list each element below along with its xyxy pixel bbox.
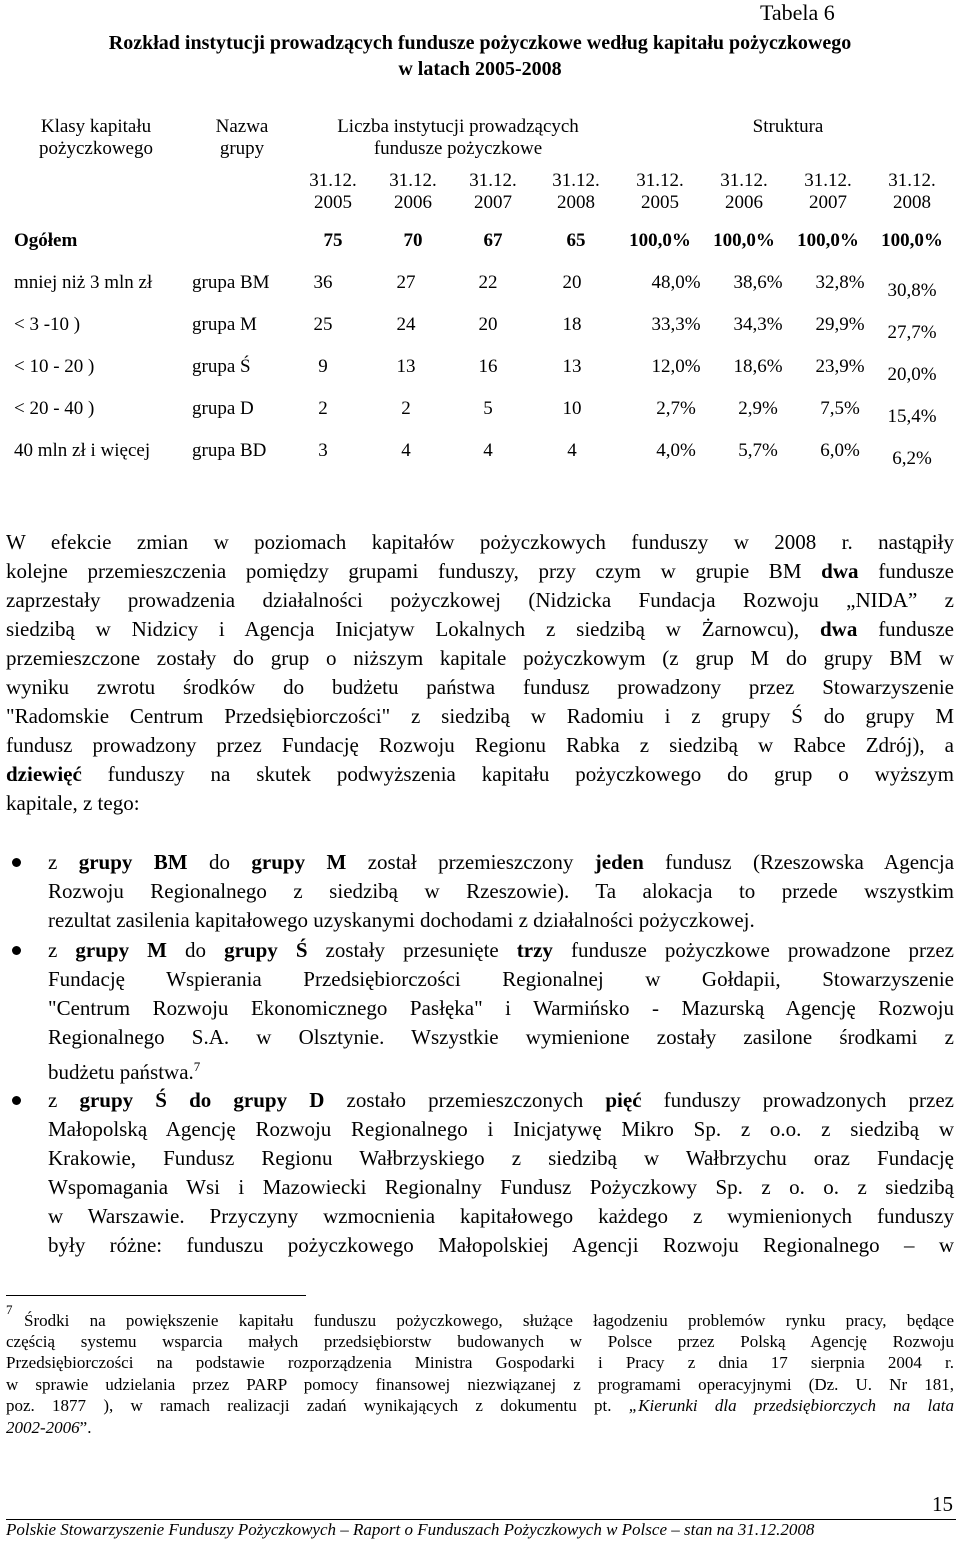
table-cell: 25 [313,314,333,335]
table-cell: 32,8% [815,272,865,293]
table-cell: 3 [318,440,328,461]
total-cell: 100,0% [881,230,943,251]
paragraph-line: "Radomskie Centrum Przedsiębiorczości" z siedzibą w Radomiu i z grupy Ś do grupy M [6,704,954,728]
list-item-line: z grupy M do grupy Ś zostały przesunięte trzy fundusze pożyczkowe prowadzone przez [48,938,954,962]
list-item-line: w Warszawie. Przyczyny wzmocnienia kapitałowego każdego z wymienionych funduszy [48,1204,954,1228]
list-item-line: Regionalnego S.A. w Olsztynie. Wszystkie wymienione zostały zasilone środkami z [48,1025,954,1049]
table-cell: 20 [562,272,582,293]
table-cell: 15,4% [887,406,937,427]
total-cell: 100,0% [713,230,775,251]
total-label: Ogółem [14,230,78,251]
header-year-2007-count [453,170,533,214]
footnote-line: Przedsiębiorczości na podstawie rozporządzenia Ministra Gospodarki i Pracy z dnia 17 sierpnia 2004 r. [6,1353,954,1372]
list-item-line: Fundację Wspierania Przedsiębiorczości Regionalnej w Gołdapii, Stowarzyszenie [48,967,954,991]
paragraph-line: dziewięć funduszy na skutek podwyższenia kapitału pożyczkowego do grup o wyższym [6,762,954,786]
header-year-2005-structure [620,170,700,214]
table-cell: 10 [562,398,582,419]
year: 2006 [725,192,763,213]
table-cell: 20,0% [887,364,937,385]
date-prefix: 31.12. [720,170,768,191]
table-cell: 2 [401,398,411,419]
header-group-line1: Nazwa [215,116,269,137]
date-prefix: 31.12. [804,170,852,191]
table-cell: 2,7% [656,398,696,419]
table-cell: 12,0% [651,356,701,377]
table-cell: 9 [318,356,328,377]
table-cell: 22 [478,272,498,293]
year: 2008 [893,192,931,213]
paragraph-line: fundusz prowadzony przez Fundację Rozwoju Regionu Rabka z siedzibą w Rabce Zdrój), a [6,733,954,757]
table-cell: 18,6% [733,356,783,377]
table-cell: 20 [478,314,498,335]
table-cell: 33,3% [651,314,701,335]
total-cell: 75 [323,230,343,251]
footnote-line: częścią systemu wsparcia małych przedsiębiorstw budowanych w Polsce przez Polską Agencję Rozwoju [6,1332,954,1351]
footnote-line: Środki na powiększenie kapitału funduszu pożyczkowego, służące łagodzeniu problemów rynku pracy, będące [24,1311,954,1330]
header-year-2007-structure [788,170,868,214]
date-prefix: 31.12. [309,170,357,191]
table-cell: 29,9% [815,314,865,335]
list-item-line: były różne: funduszu pożyczkowego Małopolskiej Agencji Rozwoju Regionalnego – w [48,1233,954,1257]
table-cell: 5 [483,398,493,419]
group-label: grupa BD [192,440,267,461]
total-cell: 100,0% [797,230,859,251]
table-cell: 36 [313,272,333,293]
table-cell: 2 [318,398,328,419]
table-cell: 6,2% [892,448,932,469]
table-cell: 13 [396,356,416,377]
table-cell: 2,9% [738,398,778,419]
header-year-2006-structure [704,170,784,214]
list-item-line: Małopolską Agencję Rozwoju Regionalnego i Inicjatywę Mikro Sp. z o.o. z siedzibą w [48,1117,954,1141]
bullet-icon [12,858,21,867]
year: 2007 [474,192,512,213]
list-item-line: "Centrum Rozwoju Ekonomicznego Pasłęka" i Warmińsko - Mazurską Agencję Rozwoju [48,996,954,1020]
total-cell: 65 [566,230,586,251]
table-cell: 7,5% [820,398,860,419]
paragraph-line: zaprzestały prowadzenia działalności pożyczkowej (Nidzicka Fundacja Rozwoju „NIDA” z [6,588,954,612]
table-cell: 48,0% [651,272,701,293]
table-cell: 27,7% [887,322,937,343]
list-item-line: Rozwoju Regionalnego z siedzibą w Rzeszowie). Ta alokacja to przede wszystkim [48,879,954,903]
list-item-line: z grupy Ś do grupy D zostało przemieszczonych pięć funduszy prowadzonych przez [48,1088,954,1112]
table-cell: 4 [567,440,577,461]
header-class-line1: Klasy kapitału [40,116,152,137]
header-count-line1: Liczba instytucji prowadzących [337,116,579,137]
page-number: 15 [932,1492,953,1516]
table-title-line2: w latach 2005-2008 [398,58,562,80]
date-prefix: 31.12. [469,170,517,191]
paragraph-line: siedzibą w Nidzicy i Agencja Inicjatyw Lokalnych z siedzibą w Żarnowcu), dwa fundusze [6,617,954,641]
table-cell: 16 [478,356,498,377]
total-cell: 67 [483,230,503,251]
year: 2007 [809,192,847,213]
list-item-line: z grupy BM do grupy M został przemieszczony jeden fundusz (Rzeszowska Agencja [48,850,955,874]
class-label: 40 mln zł i więcej [14,440,151,461]
bullet-icon [12,1096,21,1105]
date-prefix: 31.12. [389,170,437,191]
group-label: grupa D [192,398,254,419]
header-year-2008-count [536,170,616,214]
table-cell: 27 [396,272,416,293]
class-label: < 20 - 40 ) [14,398,95,419]
page-footer: Polskie Stowarzyszenie Funduszy Pożyczkowych – Raport o Funduszach Pożyczkowych w Polsce – stan na 31.12.2008 [6,1520,815,1539]
table-cell: 6,0% [820,440,860,461]
table-cell: 24 [396,314,416,335]
total-cell: 70 [403,230,423,251]
total-cell: 100,0% [629,230,691,251]
table-cell: 38,6% [733,272,783,293]
table-label: Tabela 6 [760,0,835,25]
paragraph-line: kolejne przemieszczenia pomiędzy grupami funduszy, przy czym w grupie BM dwa fundusze [6,559,955,583]
table-cell: 4 [483,440,493,461]
date-prefix: 31.12. [888,170,936,191]
header-group-line2: grupy [219,138,265,159]
table-cell: 4 [401,440,411,461]
year: 2005 [641,192,679,213]
header-count-line2: fundusze pożyczkowe [373,138,543,159]
footnote-line: w sprawie udzielania przez PARP pomocy finansowej niezwiązanej z programami operacyjnymi (Dz. U. Nr 181, [6,1375,954,1394]
header-year-2006-count [373,170,453,214]
footnote-line: 2002-2006”. [6,1418,92,1437]
paragraph-line: przemieszczone zostały do grup o niższym kapitale pożyczkowym (z grup M do grupy BM w [6,646,954,670]
table-cell: 4,0% [656,440,696,461]
paragraph-line: W efekcie zmian w poziomach kapitałów pożyczkowych funduszy w 2008 r. nastąpiły [6,530,954,554]
table-cell: 34,3% [733,314,783,335]
footnote-ref: 7 [193,1059,201,1074]
header-year-2008-structure [872,170,952,214]
header-structure: Struktura [752,116,824,137]
paragraph-line: wyniku zwrotu środków do budżetu państwa fundusz prowadzony przez Stowarzyszenie [6,675,954,699]
year: 2005 [314,192,352,213]
class-label: < 3 -10 ) [14,314,81,335]
table-cell: 13 [562,356,582,377]
class-label: mniej niż 3 mln zł [14,272,153,293]
year: 2006 [394,192,432,213]
table-cell: 5,7% [738,440,778,461]
group-label: grupa BM [192,272,270,293]
header-year-2005-count [293,170,373,214]
list-item-line: Wspomagania Wsi i Mazowiecki Regionalny Fundusz Pożyczkowy Sp. z o. o. z siedzibą [48,1175,954,1199]
date-prefix: 31.12. [552,170,600,191]
bullet-icon [12,946,21,955]
year: 2008 [557,192,595,213]
list-item-line: rezultat zasilenia kapitałowego uzyskanymi dochodami z działalności pożyczkowej. [48,908,755,932]
header-class-line2: pożyczkowego [39,138,153,159]
list-item-line: budżetu państwa.$^7$ [48,1059,201,1084]
table-cell: 18 [562,314,582,335]
list-item-line: Krakowie, Fundusz Regionu Wałbrzyskiego z siedzibą w Wałbrzychu oraz Fundację [48,1146,954,1170]
table-cell: 30,8% [887,280,937,301]
footnote-line: poz. 1877 ), w ramach realizacji zadań wynikających z dokumentu pt. „Kierunki dla przedsiębiorczych na lata [6,1396,954,1415]
table-title-line1: Rozkład instytucji prowadzących fundusze pożyczkowe według kapitału pożyczkowego [108,32,852,54]
class-label: < 10 - 20 ) [14,356,95,377]
group-label: grupa Ś [192,356,251,377]
group-label: grupa M [192,314,257,335]
table-cell: 23,9% [815,356,865,377]
date-prefix: 31.12. [636,170,684,191]
paragraph-line: kapitale, z tego: [6,791,140,815]
footnote-separator [6,1295,306,1296]
footnote-mark: 7 [6,1302,13,1317]
